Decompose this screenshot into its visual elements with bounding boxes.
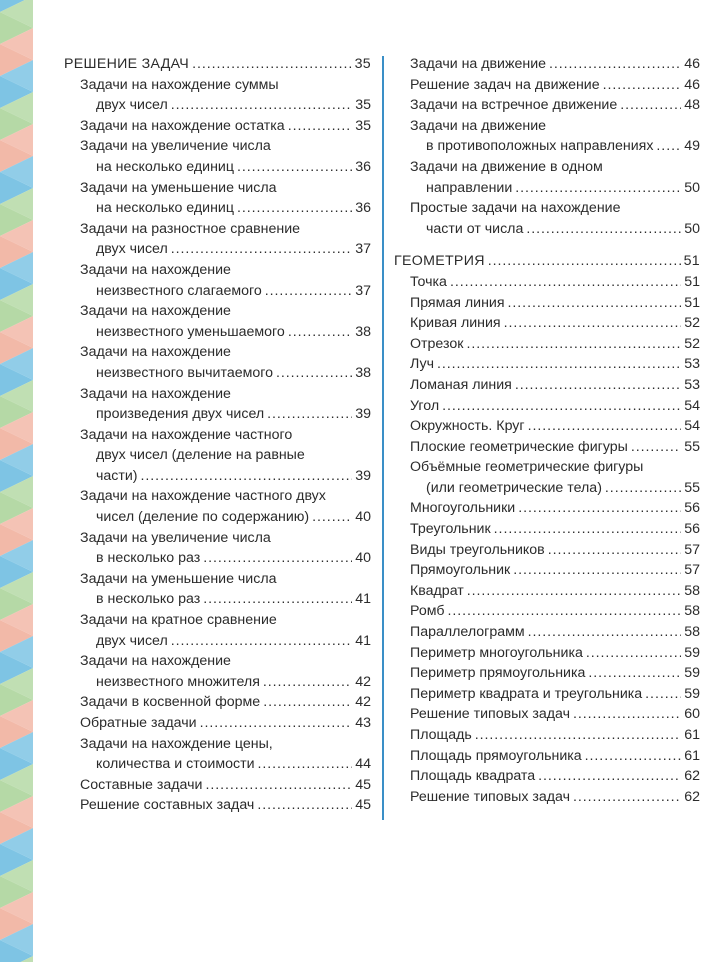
toc-entry [394, 622, 700, 643]
toc-page-number: 55 [684, 438, 700, 455]
toc-page-number: 53 [684, 376, 700, 393]
dot-leader [504, 313, 682, 334]
toc-entry-title: направлении [426, 179, 513, 196]
toc-entry [64, 384, 371, 425]
toc-entry-title: Задачи на увеличение числа [80, 529, 271, 546]
toc-entry-title: двух чисел [96, 632, 168, 649]
dot-leader [200, 713, 353, 734]
toc-entry-title: Ломаная линия [410, 376, 512, 393]
dot-leader [466, 334, 681, 355]
toc-entry [64, 528, 371, 569]
toc-entry-title: Угол [410, 397, 440, 414]
toc-entry-title: Периметр многоугольника [410, 644, 583, 661]
toc-entry-title: двух чисел [96, 241, 168, 258]
toc-entry [394, 116, 700, 157]
toc-entry [64, 260, 371, 301]
toc-page-number: 38 [355, 323, 371, 340]
toc-page-number: 55 [684, 479, 700, 496]
toc-page-number: 62 [684, 788, 700, 805]
toc-entry-title: в несколько раз [96, 591, 201, 608]
toc-entry [394, 581, 700, 602]
toc-page-number: 35 [354, 56, 371, 72]
toc-entry-title: в несколько раз [96, 550, 201, 567]
toc-entry-title: Прямоугольник [410, 562, 511, 579]
toc-entry-title: Параллелограмм [410, 624, 525, 641]
dot-leader [257, 795, 352, 816]
toc-entry [64, 486, 371, 527]
toc-entry-title: Задачи на движение в одном [410, 158, 603, 175]
toc-entry [394, 663, 700, 684]
dot-leader [263, 692, 352, 713]
dot-leader [573, 787, 681, 808]
toc-entry-title: Окружность. Круг [410, 418, 525, 435]
dot-leader [488, 251, 681, 272]
toc-entry-title: Отрезок [410, 335, 464, 352]
toc-page-number: 58 [684, 603, 700, 620]
dot-leader [442, 396, 681, 417]
toc-entry [394, 198, 700, 239]
dot-leader [203, 589, 352, 610]
toc-page-number: 35 [355, 97, 371, 114]
toc-entry-title: неизвестного уменьшаемого [96, 323, 285, 340]
dot-leader [494, 519, 682, 540]
toc-entry-title: Составные задачи [80, 776, 203, 793]
toc-page-number: 56 [684, 500, 700, 517]
toc-entry-title: двух чисел [96, 97, 168, 114]
toc-page-number: 40 [355, 550, 371, 567]
dot-leader [603, 75, 682, 96]
toc-entry-title: количества и стоимости [96, 756, 255, 773]
toc-entry-title: (или геометрические тела) [426, 479, 602, 496]
toc-entry-title: на несколько единиц [96, 200, 234, 217]
toc-entry-title: Площадь [410, 727, 472, 743]
toc-entry-title: Луч [410, 356, 434, 373]
toc-entry [394, 601, 700, 622]
toc-page-number: 51 [684, 273, 700, 290]
dot-leader [171, 95, 352, 116]
dot-leader [475, 725, 681, 746]
toc-entry-title: Задачи на нахождение [80, 653, 231, 670]
toc-entry [394, 704, 700, 725]
toc-page-number: 58 [684, 582, 700, 599]
toc-entry [394, 272, 700, 293]
dot-leader [645, 684, 681, 705]
toc-entry [394, 540, 700, 561]
toc-entry [64, 425, 371, 487]
toc-entry-title: Задачи на нахождение частного [80, 426, 293, 443]
dot-leader [548, 540, 682, 561]
toc-entry [394, 437, 700, 458]
toc-entry-title: Объёмные геометрические фигуры [410, 459, 644, 476]
toc-entry [64, 219, 371, 260]
dot-leader [528, 622, 682, 643]
toc-entry-title: РЕШЕНИЕ ЗАДАЧ [64, 56, 190, 72]
toc-page-number: 46 [684, 56, 700, 72]
toc-entry [394, 643, 700, 664]
toc-page-number: 52 [684, 335, 700, 352]
dot-leader [171, 239, 352, 260]
toc-page-number: 35 [355, 117, 371, 134]
toc-entry [394, 375, 700, 396]
toc-entry [64, 775, 371, 796]
toc-entry-title: Задачи на уменьшение числа [80, 179, 277, 196]
toc-column-right [394, 54, 700, 807]
toc-page-number: 51 [684, 294, 700, 311]
toc-entry-title: Кривая линия [410, 315, 501, 332]
toc-entry-title: Решение типовых задач [410, 706, 571, 723]
dot-leader [263, 672, 352, 693]
toc-page-number: 59 [684, 685, 700, 702]
dot-leader [526, 219, 681, 240]
decorative-triangle-border [0, 0, 33, 962]
toc-entry [394, 157, 700, 198]
toc-entry-title: Точка [410, 273, 447, 290]
toc-page-number: 56 [684, 521, 700, 538]
toc-page-number: 41 [355, 632, 371, 649]
toc-page-number: 46 [684, 76, 700, 93]
toc-page-number: 57 [684, 562, 700, 579]
toc-entry-title: части) [96, 467, 138, 484]
dot-leader [312, 507, 352, 528]
toc-entry-title: ГЕОМЕТРИЯ [394, 253, 485, 270]
toc-page-number: 57 [684, 541, 700, 558]
toc-entry-title: Задачи на нахождение [80, 344, 231, 361]
toc-page-number: 59 [684, 665, 700, 682]
toc-entry [394, 746, 700, 767]
toc-page-number: 61 [684, 747, 700, 764]
toc-page-number: 36 [355, 200, 371, 217]
dot-leader [538, 766, 681, 787]
toc-page-number: 42 [355, 694, 371, 711]
toc-entry-title: Обратные задачи [80, 715, 197, 731]
dot-leader [508, 293, 682, 314]
dot-leader [528, 416, 682, 437]
toc-entry [394, 54, 700, 75]
toc-entry [64, 178, 371, 219]
toc-entry-title: Задачи на нахождение [80, 303, 231, 320]
dot-leader [288, 116, 353, 137]
column-divider [382, 56, 384, 820]
toc-entry-title: произведения двух чисел [96, 406, 265, 423]
toc-entry [64, 301, 371, 342]
toc-page-number: 41 [355, 591, 371, 608]
toc-entry-title: неизвестного вычитаемого [96, 364, 274, 381]
toc-entry [64, 692, 371, 713]
toc-page-number: 62 [684, 768, 700, 785]
dot-leader [141, 466, 353, 487]
toc-entry-title: Задачи на нахождение [80, 385, 231, 402]
toc-entry-title: Решение составных задач [80, 797, 255, 814]
toc-entry [64, 713, 371, 734]
toc-entry-title: Периметр прямоугольника [410, 665, 586, 682]
toc-page-number: 49 [684, 138, 700, 155]
toc-entry-title: части от числа [426, 220, 524, 237]
toc-column-left [64, 54, 371, 816]
dot-leader [437, 354, 681, 375]
toc-entry [64, 136, 371, 177]
toc-entry-title: Задачи на нахождение суммы [80, 76, 279, 93]
toc-page-number: 48 [684, 97, 700, 114]
toc-entry-title: Квадрат [410, 582, 464, 599]
toc-entry [394, 766, 700, 787]
dot-leader [588, 663, 681, 684]
toc-entry [394, 560, 700, 581]
toc-entry-title: Задачи на нахождение остатка [80, 117, 285, 134]
toc-page-number: 61 [684, 727, 700, 743]
toc-page-number: 39 [355, 467, 371, 484]
toc-entry-title: Прямая линия [410, 294, 505, 311]
toc-entry [394, 354, 700, 375]
toc-entry [64, 116, 371, 137]
toc-page-number: 40 [355, 509, 371, 526]
toc-page-number: 50 [684, 179, 700, 196]
toc-entry-title: Многоугольники [410, 500, 516, 517]
toc-entry-title: неизвестного слагаемого [96, 282, 262, 299]
toc-entry-title: Ромб [410, 603, 445, 620]
toc-page-number: 37 [355, 282, 371, 299]
toc-entry-title: Площадь квадрата [410, 768, 536, 785]
toc-entry-title: Задачи на кратное сравнение [80, 612, 277, 629]
toc-entry [64, 651, 371, 692]
toc-page-number: 54 [684, 418, 700, 435]
toc-page-number: 54 [684, 397, 700, 414]
toc-entry-title: Плоские геометрические фигуры [410, 438, 628, 455]
toc-entry-title: Задачи на встречное движение [410, 97, 618, 114]
toc-entry [394, 95, 700, 116]
toc-entry-title: Решение задач на движение [410, 76, 600, 93]
toc-entry-title: Задачи на нахождение [80, 261, 231, 278]
toc-entry [394, 725, 700, 746]
toc-entry [394, 396, 700, 417]
section-gap [394, 239, 700, 251]
toc-entry-title: неизвестного множителя [96, 673, 260, 690]
toc-entry-title: Периметр квадрата и треугольника [410, 685, 643, 702]
dot-leader [288, 322, 352, 343]
dot-leader [513, 560, 681, 581]
toc-entry-title: Решение типовых задач [410, 788, 571, 805]
dot-leader [205, 775, 352, 796]
toc-entry [394, 519, 700, 540]
dot-leader [631, 437, 681, 458]
toc-entry [394, 334, 700, 355]
toc-page-number: 43 [355, 715, 371, 731]
toc-entry [394, 787, 700, 808]
toc-page-number: 45 [355, 776, 371, 793]
toc-entry [394, 684, 700, 705]
dot-leader [585, 746, 682, 767]
toc-entry-title: Задачи на разностное сравнение [80, 220, 301, 237]
dot-leader [447, 601, 681, 622]
dot-leader [605, 478, 681, 499]
toc-entry [394, 457, 700, 498]
dot-leader [467, 581, 681, 602]
toc-page-number: 51 [683, 253, 700, 270]
toc-entry-title: Треугольник [410, 521, 491, 538]
toc-page-number: 58 [684, 624, 700, 641]
dot-leader [171, 631, 352, 652]
dot-leader [258, 754, 353, 775]
toc-page-number: 59 [684, 644, 700, 661]
toc-entry [64, 342, 371, 383]
toc-entry-title: Задачи на движение [410, 56, 547, 72]
dot-leader [586, 643, 681, 664]
toc-entry [394, 293, 700, 314]
toc-entry-title: в противоположных направлениях [426, 138, 654, 155]
toc-entry-title: Задачи на увеличение числа [80, 138, 271, 155]
toc-entry-title: Задачи на нахождение цены, [80, 735, 273, 752]
dot-leader [620, 95, 681, 116]
toc-entry [394, 416, 700, 437]
dot-leader [515, 178, 681, 199]
dot-leader [450, 272, 681, 293]
toc-entry [394, 498, 700, 519]
toc-entry [394, 75, 700, 96]
toc-entry-title: Задачи на движение [410, 117, 547, 134]
toc-page-number: 50 [684, 220, 700, 237]
dot-leader [549, 54, 681, 75]
dot-leader [573, 704, 681, 725]
toc-entry-title: двух чисел (деление на равные [96, 447, 305, 464]
dot-leader [265, 281, 352, 302]
dot-leader [518, 498, 681, 519]
dot-leader [192, 54, 352, 75]
dot-leader [203, 548, 352, 569]
toc-entry-title: Задачи на уменьшение числа [80, 570, 277, 587]
dot-leader [276, 363, 352, 384]
toc-entry [64, 734, 371, 775]
toc-entry-title: Площадь прямоугольника [410, 747, 582, 764]
toc-entry [394, 313, 700, 334]
dot-leader [237, 157, 352, 178]
dot-leader [267, 404, 352, 425]
toc-entry-title: на несколько единиц [96, 158, 234, 175]
toc-entry [64, 795, 371, 816]
toc-page-number: 60 [684, 706, 700, 723]
toc-entry-title: Виды треугольников [410, 541, 545, 558]
toc-page-number: 37 [355, 241, 371, 258]
toc-entry-title: Простые задачи на нахождение [410, 200, 621, 217]
toc-entry [64, 610, 371, 651]
toc-section-heading [64, 54, 371, 75]
toc-page-number: 45 [355, 797, 371, 814]
toc-page-number: 42 [355, 673, 371, 690]
dot-leader [515, 375, 681, 396]
toc-page-number: 36 [355, 158, 371, 175]
toc-page-number: 44 [355, 756, 371, 773]
toc-entry-title: чисел (деление по содержанию) [96, 509, 310, 526]
toc-entry-title: Задачи в косвенной форме [80, 694, 261, 711]
toc-page-number: 38 [355, 364, 371, 381]
toc-entry [64, 75, 371, 116]
toc-page-number: 53 [684, 356, 700, 373]
toc-page-number: 52 [684, 315, 700, 332]
toc-entry-title: Задачи на нахождение частного двух [80, 488, 326, 505]
toc-page-number: 39 [355, 406, 371, 423]
dot-leader [656, 136, 681, 157]
toc-entry [64, 569, 371, 610]
toc-section-heading [394, 251, 700, 272]
dot-leader [237, 198, 352, 219]
